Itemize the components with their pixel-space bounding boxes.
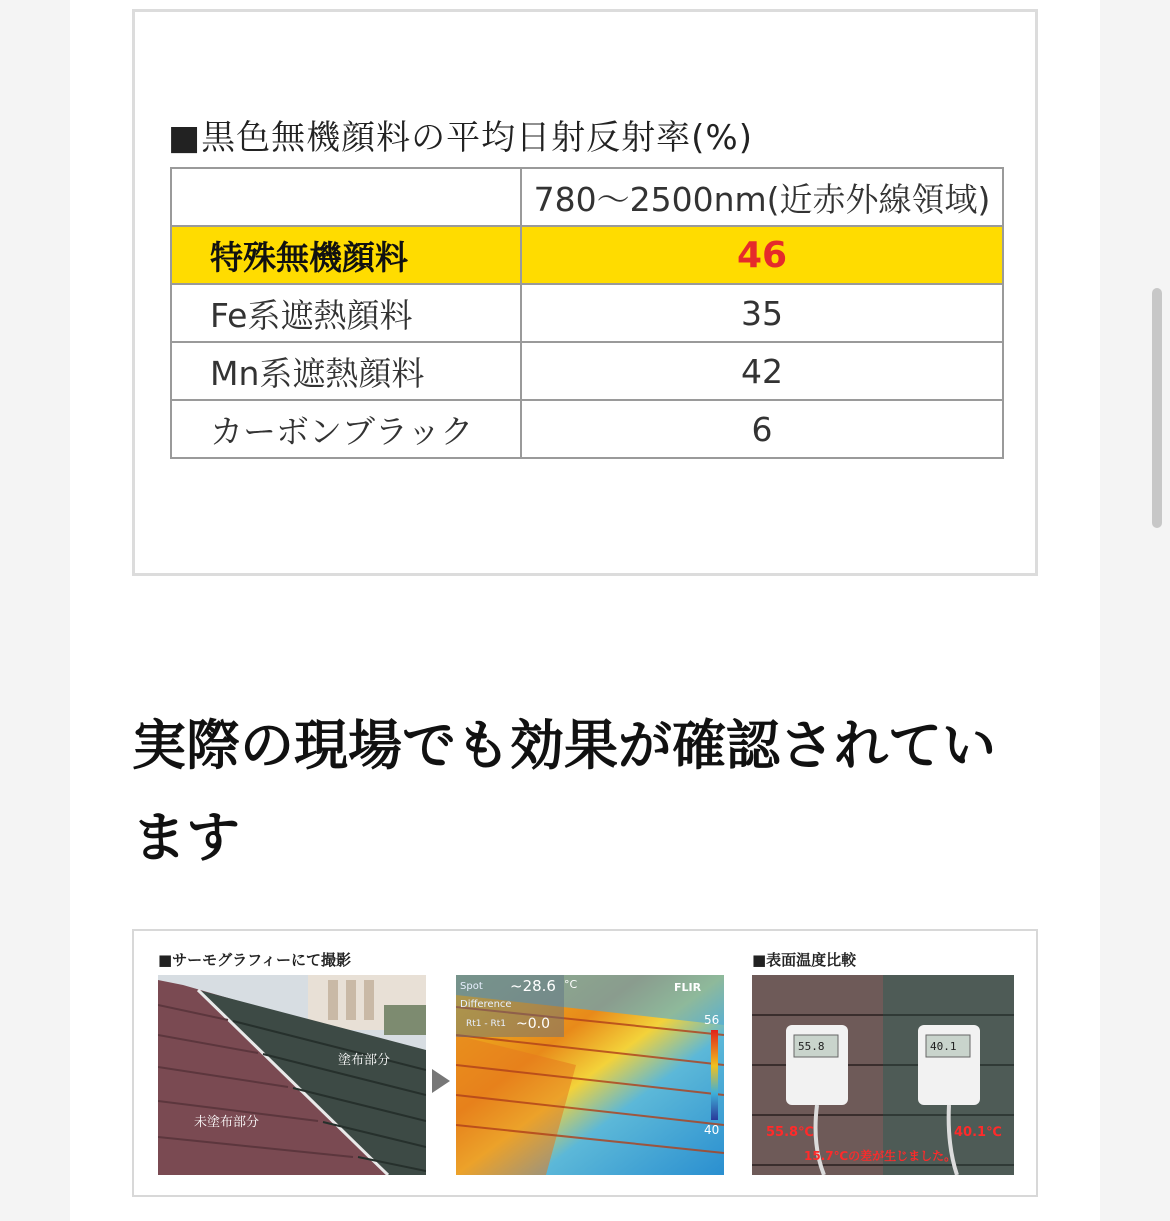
thermal-image xyxy=(456,975,724,1175)
table-row xyxy=(171,400,1003,458)
label-unpainted: 未塗布部分 xyxy=(194,1115,260,1130)
roof-photo xyxy=(158,975,426,1175)
thermal-spot-label: Spot xyxy=(460,981,483,992)
arrow-right-icon xyxy=(432,1069,450,1093)
logger-right-display: 40.1 xyxy=(930,1040,957,1053)
row-name: 特殊無機顔料 xyxy=(171,226,521,284)
scale-min: 40 xyxy=(704,1123,720,1137)
row-name: Mn系遮熱顔料 xyxy=(171,342,521,400)
row-value: 42 xyxy=(521,342,1003,400)
section-heading: 実際の現場でも効果が確認されています xyxy=(132,714,996,869)
label-painted: 塗布部分 xyxy=(338,1053,391,1068)
reflectance-table xyxy=(170,167,1004,459)
table-row-highlight xyxy=(171,226,1003,284)
table-header-row xyxy=(171,168,1003,226)
thermal-rt-value: ~0.0 xyxy=(516,1016,550,1032)
table-column-header: 780〜2500nm(近赤外線領域) xyxy=(521,168,1003,226)
table-title: ■黒色無機顔料の平均日射反射率(%) xyxy=(168,118,753,158)
row-value: 6 xyxy=(521,400,1003,458)
left-temp: 55.8℃ xyxy=(766,1125,814,1140)
caption-temp-compare: ■表面温度比較 xyxy=(752,951,857,969)
caption-thermography: ■サーモグラフィーにて撮影 xyxy=(158,951,351,969)
scrollbar[interactable] xyxy=(1152,288,1162,528)
temp-compare-image xyxy=(752,975,1014,1175)
thermal-unit: °C xyxy=(564,978,578,991)
temp-difference-text: 15.7℃の差が生じました。 xyxy=(804,1149,957,1163)
table-row xyxy=(171,342,1003,400)
thermal-difference-label: Difference xyxy=(460,999,512,1010)
site-photo-figure xyxy=(132,929,1038,1197)
row-name: Fe系遮熱顔料 xyxy=(171,284,521,342)
logger-left-display: 55.8 xyxy=(798,1040,825,1053)
row-value: 35 xyxy=(521,284,1003,342)
row-name: カーボンブラック xyxy=(171,400,521,458)
roof-photo-image xyxy=(158,975,426,1175)
table-row xyxy=(171,284,1003,342)
temp-compare-photo xyxy=(752,975,1014,1175)
row-value: 46 xyxy=(521,226,1003,284)
flir-logo: FLIR xyxy=(674,981,702,994)
reflectance-table-figure xyxy=(132,9,1038,576)
thermal-spot-value: ~28.6 xyxy=(510,977,556,995)
scale-max: 56 xyxy=(704,1013,720,1027)
right-temp: 40.1℃ xyxy=(954,1125,1002,1140)
table-header-empty xyxy=(171,168,521,226)
thermal-rt-label: Rt1 - Rt1 xyxy=(466,1019,506,1029)
